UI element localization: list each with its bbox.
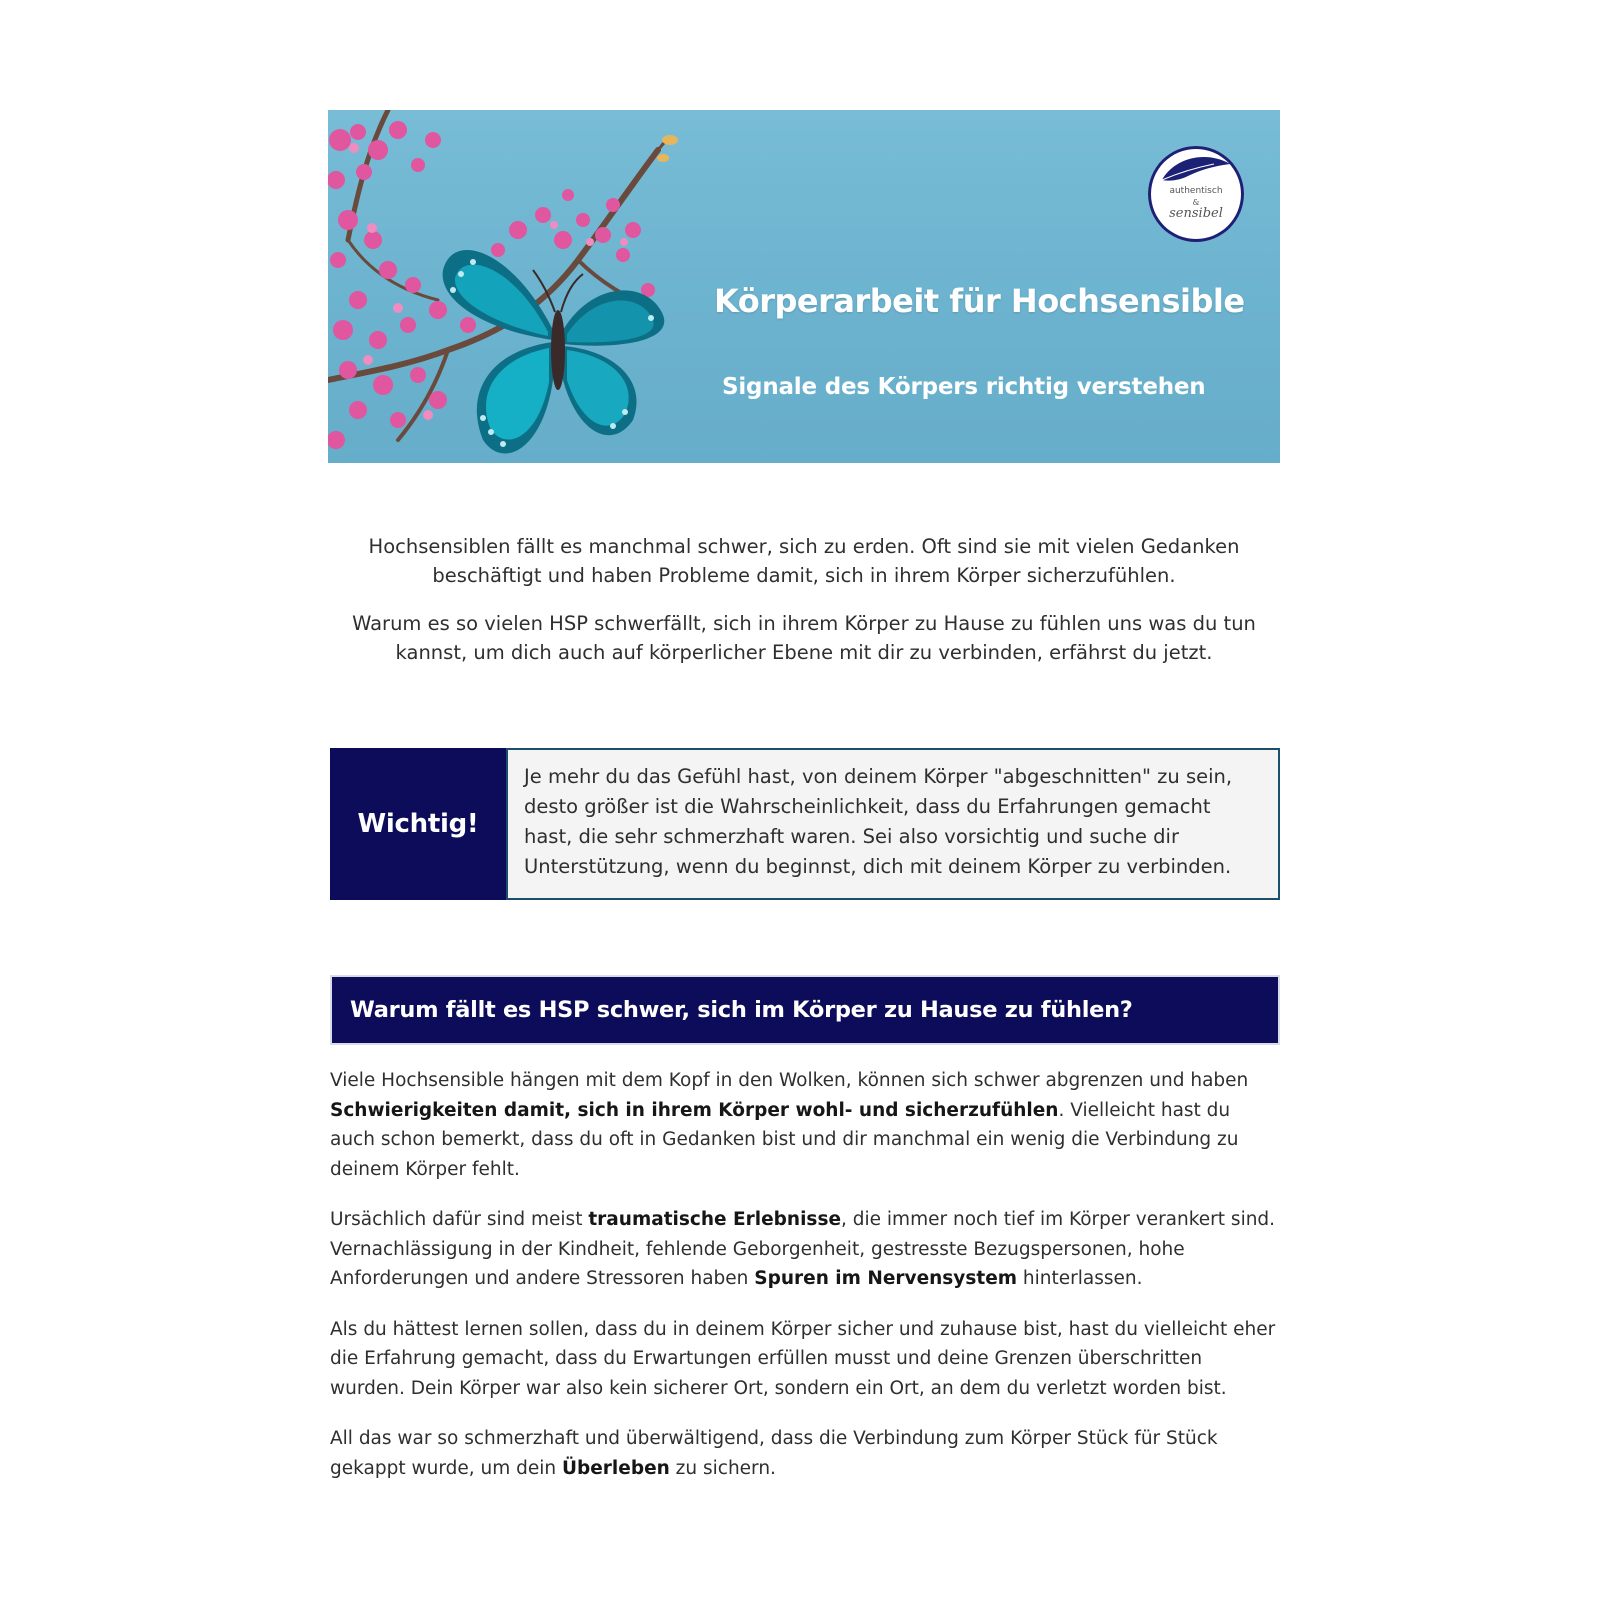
logo-text-ampersand: &	[1192, 198, 1200, 207]
body-paragraph-2	[330, 1205, 1280, 1294]
body-paragraph-3: Als du hättest lernen sollen, dass du in deinem Körper sicher und zuhause bist, hast du vielleicht eher die Erfahrung gemacht, dass du Erwartungen erfüllen musst und deine Grenzen überschritten wurden. Dein Körper war also kein sicherer Ort, sondern ein Ort, an dem du verletzt worden bist.	[330, 1318, 1276, 1399]
body-paragraph-4	[330, 1424, 1280, 1483]
text-span: . Vielleicht hast du auch schon bemerkt, dass du oft in Gedanken bist und dir manchmal ein wenig die Verbindung zu deinem Körper fehlt.	[330, 1099, 1239, 1180]
intro-paragraph-2: Warum es so vielen HSP schwerfällt, sich in ihrem Körper zu Hause zu fühlen uns was du tun kannst, um dich auch auf körperlicher Ebene mit dir zu verbinden, erfährst du jetzt.	[352, 612, 1256, 664]
text-span: Viele Hochsensible hängen mit dem Kopf in den Wolken, können sich schwer abgrenzen und haben	[330, 1070, 1249, 1091]
callout-label: Wichtig!	[330, 748, 506, 900]
intro-section	[328, 532, 1280, 686]
text-span: hinterlassen.	[1017, 1268, 1143, 1289]
bold-text: Spuren im Nervensystem	[754, 1268, 1018, 1289]
bold-text: Schwierigkeiten damit, sich in ihrem Körper wohl- und sicherzufühlen	[330, 1099, 1059, 1121]
hero-subtitle: Signale des Körpers richtig verstehen	[722, 374, 1206, 400]
text-span: zu sichern.	[669, 1457, 776, 1479]
section-heading: Warum fällt es HSP schwer, sich im Körper zu Hause zu fühlen?	[330, 975, 1280, 1045]
logo-text-authentisch: authentisch	[1169, 186, 1223, 196]
text-span: , die immer noch tief im Körper verankert sind. Vernachlässigung in der Kindheit, fehlende Geborgenheit, gestresste Bezugspersonen, hohe Anforderungen und andere Stressoren haben	[330, 1209, 1276, 1289]
hero-banner	[328, 110, 1280, 463]
logo-text-sensibel: sensibel	[1169, 206, 1223, 221]
hero-title: Körperarbeit für Hochsensible	[714, 282, 1245, 320]
bold-text: traumatische Erlebnisse	[588, 1209, 842, 1230]
body-paragraph-1	[330, 1066, 1280, 1184]
brand-logo	[1148, 146, 1244, 242]
text-span: Ursächlich dafür sind meist	[330, 1209, 589, 1230]
intro-paragraph-1: Hochsensiblen fällt es manchmal schwer, sich zu erden. Oft sind sie mit vielen Gedanken beschäftigt und haben Probleme damit, sich in ihrem Körper sicherzufühlen.	[368, 535, 1240, 587]
important-callout	[330, 748, 1280, 900]
article-body	[330, 1066, 1280, 1504]
text-span: All das war so schmerzhaft und überwältigend, dass die Verbindung zum Körper Stück für Stück gekappt wurde, um dein	[330, 1428, 1218, 1479]
bold-text: Überleben	[562, 1457, 670, 1479]
callout-text: Je mehr du das Gefühl hast, von deinem Körper "abgeschnitten" zu sein, desto größer ist die Wahrscheinlichkeit, dass du Erfahrungen gemacht hast, die sehr schmerzhaft waren. Sei also vorsichtig und suche dir Unterstützung, wenn du beginnst, dich mit deinem Körper zu verbinden.	[506, 748, 1280, 900]
